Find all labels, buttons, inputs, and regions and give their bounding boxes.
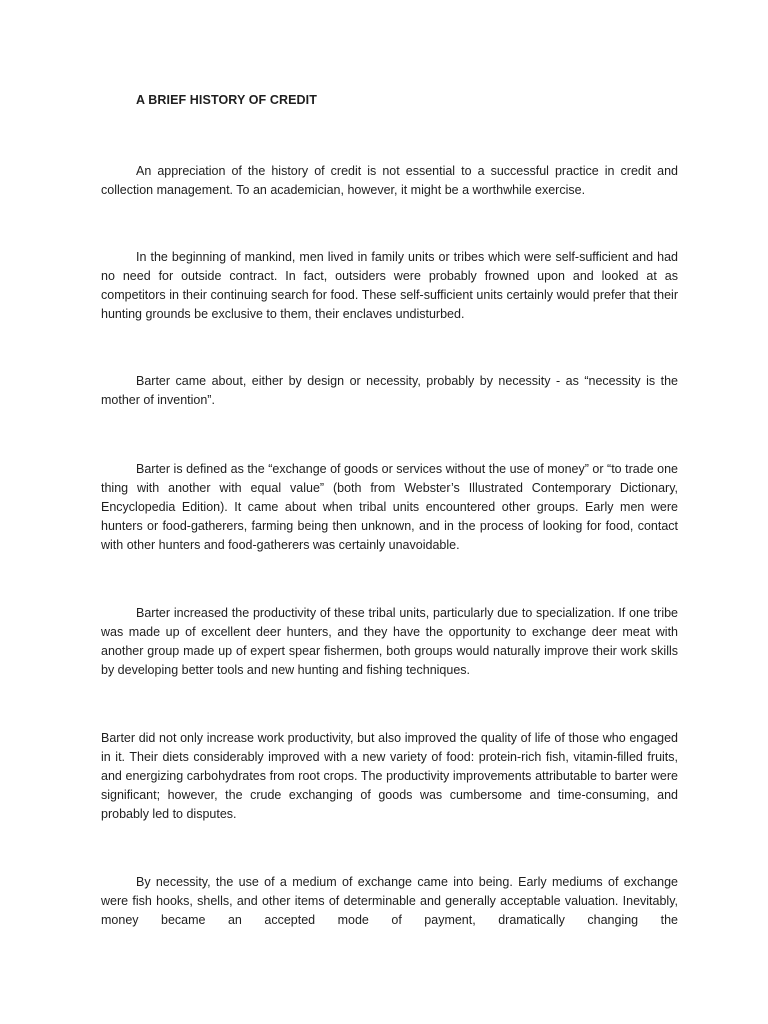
paragraph-2: In the beginning of mankind, men lived in family units or tribes which were self-sufficient and had no need for outside contract. In fact, outsiders were probably frowned upon and looked at as competitors in their continuing search for food. These self-sufficient units certainly would prefer that their hunting grounds be exclusive to them, their enclaves undisturbed. <box>101 250 678 321</box>
paragraph-7: By necessity, the use of a medium of exchange came into being. Early mediums of exchange were fish hooks, shells, and other items of determinable and generally acceptable valuation. Inevitably, money became an accepted mode of payment, dramatically changing the <box>101 875 678 927</box>
paragraph-4: Barter is defined as the “exchange of goods or services without the use of money” or “to trade one thing with another with equal value” (both from Webster’s Illustrated Contemporary Dictionary, Encyclopedia Edition). It came about when tribal units encountered other groups. Early men were hunters or food-gatherers, farming being then unknown, and in the process of looking for food, contact with other hunters and food-gatherers was certainly unavoidable. <box>101 462 678 552</box>
document-title: A BRIEF HISTORY OF CREDIT <box>136 93 317 107</box>
paragraph-3: Barter came about, either by design or necessity, probably by necessity - as “necessity is the mother of invention”. <box>101 374 678 407</box>
paragraph-1: An appreciation of the history of credit is not essential to a successful practice in credit and collection management. To an academician, however, it might be a worthwhile exercise. <box>101 164 678 197</box>
paragraph-6: Barter did not only increase work productivity, but also improved the quality of life of those who engaged in it. Their diets considerably improved with a new variety of food: protein-rich fish, vitamin-filled fruits, and energizing carbohydrates from root crops. The productivity improvements attributable to barter were significant; however, the crude exchanging of goods was cumbersome and time-consuming, and probably led to disputes. <box>101 731 678 821</box>
paragraph-5: Barter increased the productivity of these tribal units, particularly due to specialization. If one tribe was made up of excellent deer hunters, and they have the opportunity to exchange deer meat with another group made up of expert spear fishermen, both groups would naturally improve their work skills by developing better tools and new hunting and fishing techniques. <box>101 606 678 677</box>
